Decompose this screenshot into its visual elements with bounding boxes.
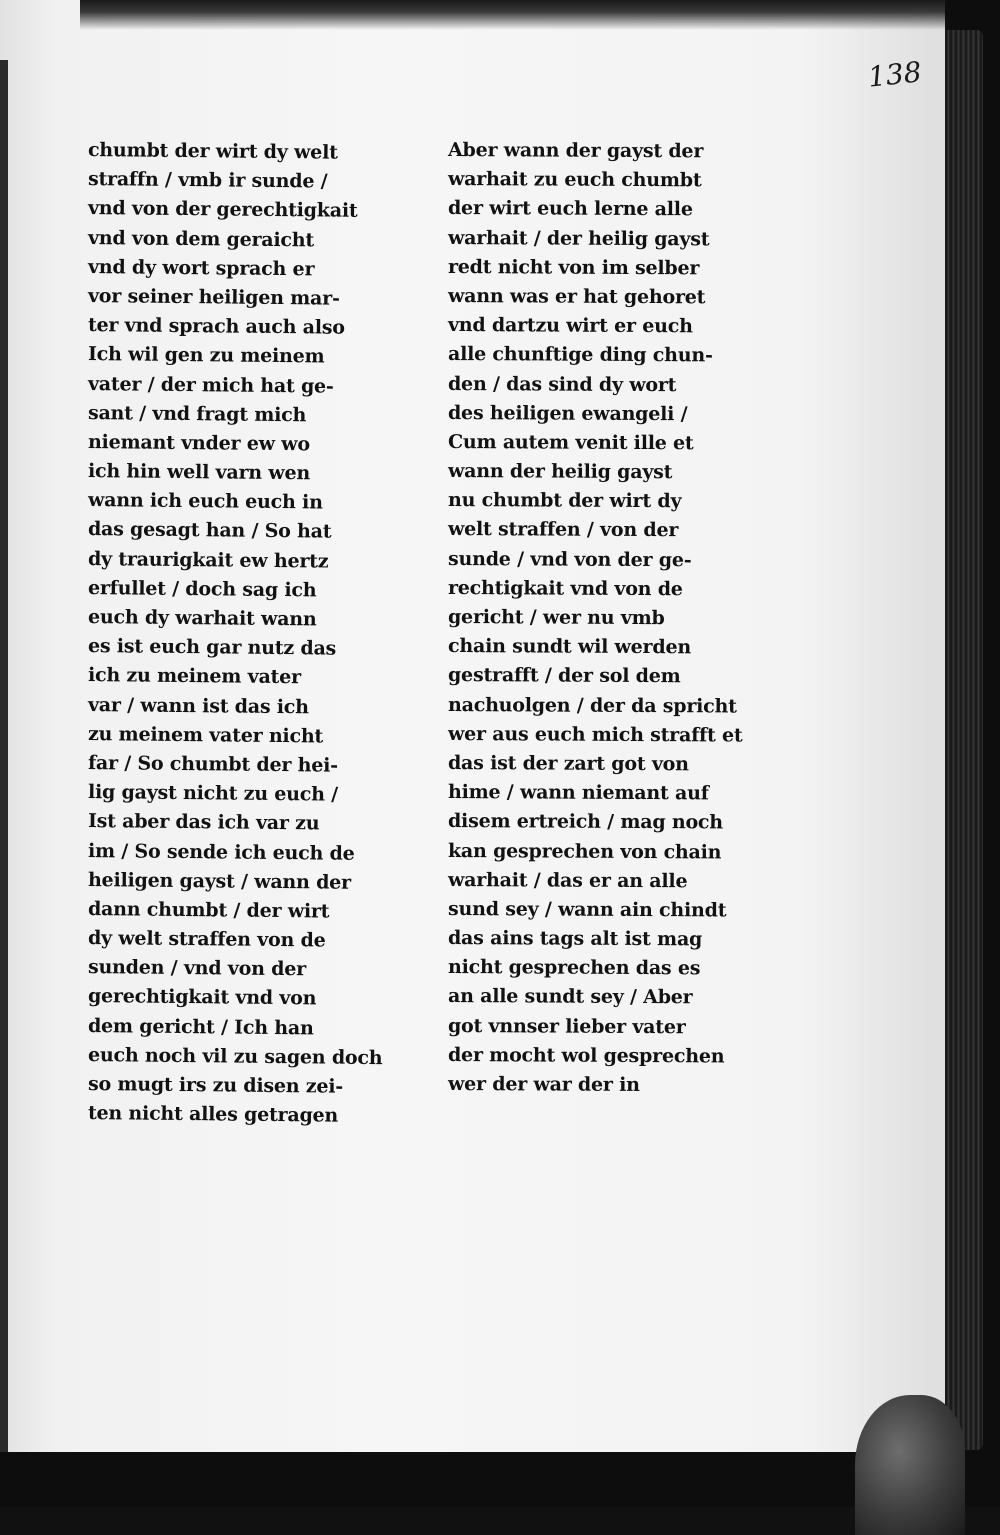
manuscript-line: den / das sind dy wort [447,372,677,396]
manuscript-line: im / So sende ich euch de [87,839,355,865]
manuscript-line: das gesagt han / So hat [87,518,332,543]
manuscript-line: got vnnser lieber vater [447,1014,686,1038]
manuscript-line: dem gericht / Ich han [87,1014,314,1039]
manuscript-line: kan gesprechen von chain [447,839,722,863]
manuscript-line: ich hin well varn wen [87,460,311,485]
manuscript-line: dann chumbt / der wirt [87,897,330,923]
manuscript-line: des heiligen ewangeli / [447,401,688,425]
manuscript-line: warhait zu euch chumbt [447,168,702,192]
manuscript-line: wer aus euch mich strafft et [447,722,743,747]
manuscript-line: das ains tags alt ist mag [447,927,703,951]
manuscript-line: Ich wil gen zu meinem [87,343,325,368]
manuscript-line: gericht / wer nu vmb [447,606,665,630]
manuscript-line: chumbt der wirt dy welt [87,139,338,164]
manuscript-line: far / So chumbt der hei- [87,751,338,777]
text-column-right [448,136,808,1099]
manuscript-line: gerechtigkait vnd von [87,985,317,1010]
manuscript-line: nachuolgen / der da spricht [447,693,737,718]
manuscript-line: warhait / der heilig gayst [447,226,710,250]
manuscript-line: heiligen gayst / wann der [87,868,352,894]
manuscript-line: euch noch vil zu sagen doch [87,1043,383,1069]
manuscript-line: dy traurigkait ew hertz [87,547,329,573]
manuscript-line: niemant vnder ew wo [87,430,310,456]
manuscript-line: chain sundt wil werden [447,635,692,659]
manuscript-line: Aber wann der gayst der [447,139,704,163]
manuscript-line: wann ich euch euch in [87,489,323,514]
manuscript-line: so mugt irs zu disen zei- [87,1073,344,1098]
manuscript-line: der wirt euch lerne alle [447,197,693,221]
manuscript-line: das ist der zart got von [447,751,689,776]
manuscript-line: es ist euch gar nutz das [87,635,337,660]
thumb-holding-page [855,1395,965,1535]
manuscript-line: rechtigkait vnd von de [447,576,683,601]
manuscript-line: ten nicht alles getragen [87,1102,339,1127]
gutter-shadow [0,60,8,1452]
manuscript-line: ter vnd sprach auch also [87,314,345,339]
manuscript-line: straffn / vmb ir sunde / [87,168,328,193]
manuscript-line: lig gayst nicht zu euch / [87,781,339,806]
manuscript-line: Cum autem venit ille et [447,430,694,455]
manuscript-line: erfullet / doch sag ich [87,576,317,602]
manuscript-line: alle chunftige ding chun- [447,343,713,367]
manuscript-line: dy welt straffen von de [87,927,326,952]
manuscript-line: sund sey / wann ain chindt [447,897,727,922]
manuscript-line: vnd von der gerechtigkait [87,197,358,223]
manuscript-line: sant / vnd fragt mich [87,401,307,426]
folio-number: 138 [866,55,924,94]
top-shadow [80,0,945,30]
manuscript-line: an alle sundt sey / Aber [447,985,693,1009]
manuscript-line: nicht gesprechen das es [447,956,701,980]
manuscript-line: disem ertreich / mag noch [447,810,723,834]
manuscript-line: redt nicht von im selber [447,255,700,280]
manuscript-line: nu chumbt der wirt dy [447,489,682,513]
manuscript-line: sunde / vnd von der ge- [447,547,692,571]
manuscript-line: ich zu meinem vater [87,664,302,689]
manuscript-line: warhait / das er an alle [447,868,688,892]
manuscript-line: vnd dartzu wirt er euch [447,314,693,338]
manuscript-line: zu meinem vater nicht [87,722,324,748]
manuscript-line: wann der heilig gayst [447,460,673,484]
manuscript-line: vnd dy wort sprach er [87,255,315,281]
manuscript-line: vnd von dem geraicht [87,226,315,251]
manuscript-line: Ist aber das ich var zu [87,810,320,835]
manuscript-line: vor seiner heiligen mar- [87,284,340,310]
manuscript-line: hime / wann niemant auf [447,781,709,805]
manuscript-line: var / wann ist das ich [87,693,309,718]
manuscript-line: der mocht wol gesprechen [447,1043,725,1068]
manuscript-line: vater / der mich hat ge- [87,372,334,398]
manuscript-line: welt straffen / von der [447,518,679,542]
manuscript-line: wer der war der in [447,1073,640,1097]
manuscript-line: gestrafft / der sol dem [447,664,681,688]
text-column-left [88,136,408,1128]
manuscript-line: euch dy warhait wann [87,606,317,631]
manuscript-line: wann was er hat gehoret [447,284,706,309]
manuscript-line: sunden / vnd von der [87,956,307,981]
